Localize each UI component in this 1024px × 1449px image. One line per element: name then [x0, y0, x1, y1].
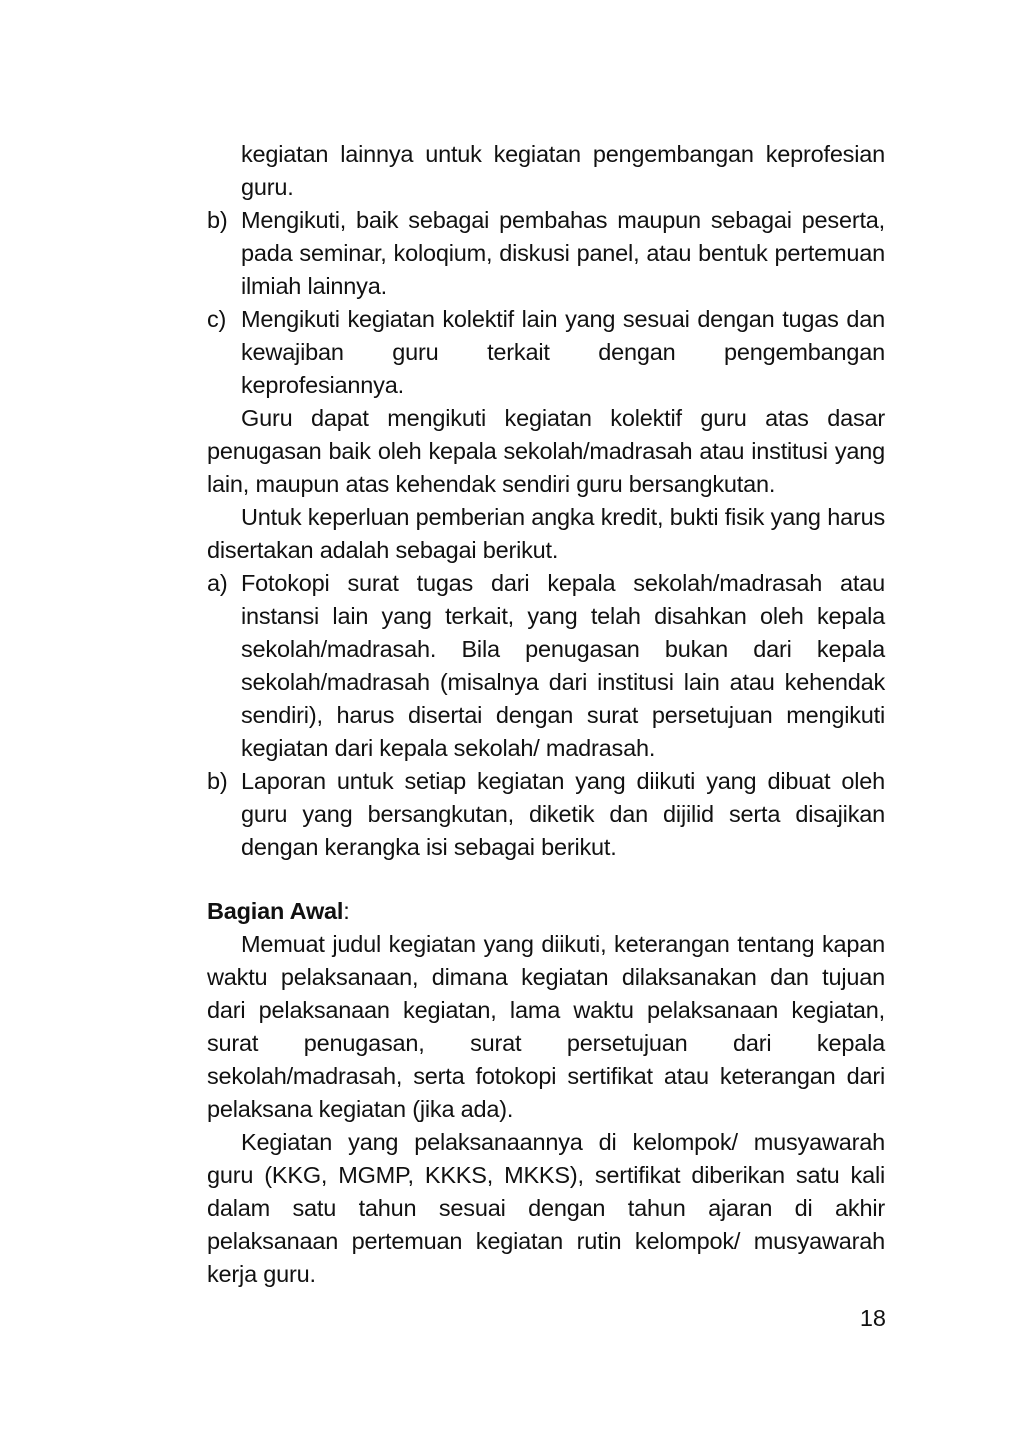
list-item-text: Mengikuti kegiatan kolektif lain yang sesuai dengan tugas dan kewajiban guru terkait dengan pengembangan keprofesiannya. — [241, 306, 885, 398]
list-item-b-laporan — [207, 765, 885, 864]
paragraph-guru: Guru dapat mengikuti kegiatan kolektif guru atas dasar penugasan baik oleh kepala sekolah/madrasah atau institusi yang lain, maupun atas kehendak sendiri guru bersangkutan. — [207, 405, 885, 497]
list-item-text: Laporan untuk setiap kegiatan yang diikuti yang dibuat oleh guru yang bersangkutan, diketik dan dijilid serta disajikan dengan kerangka isi sebagai berikut. — [241, 768, 885, 860]
section-heading — [207, 895, 885, 928]
paragraph-untuk: Untuk keperluan pemberian angka kredit, bukti fisik yang harus disertakan adalah sebagai berikut. — [207, 504, 885, 563]
list-marker: b) — [207, 207, 228, 233]
list-item-a-fotokopi — [207, 567, 885, 765]
continuation-text: kegiatan lainnya untuk kegiatan pengembangan keprofesian guru. — [241, 141, 885, 200]
page-body — [207, 138, 885, 1291]
list-item-b-seminar — [207, 204, 885, 303]
list-item-text: Mengikuti, baik sebagai pembahas maupun sebagai peserta, pada seminar, koloqium, diskusi panel, atau bentuk pertemuan ilmiah lainnya. — [241, 207, 885, 299]
list-item-text: Fotokopi surat tugas dari kepala sekolah/madrasah atau instansi lain yang terkait, yang telah disahkan oleh kepala sekolah/madrasah. Bila penugasan bukan dari kepala sekolah/madrasah (misalnya dari institusi lain atau kehendak sendiri), harus disertai dengan surat persetujuan mengikuti kegiatan dari kepala sekolah/ madrasah. — [241, 570, 885, 761]
page-number: 18 — [859, 1305, 886, 1331]
section-heading-text: Bagian Awal — [207, 898, 344, 924]
paragraph-kegiatan: Kegiatan yang pelaksanaannya di kelompok/ musyawarah guru (KKG, MGMP, KKKS, MKKS), sertifikat diberikan satu kali dalam satu tahun sesuai dengan tahun ajaran di akhir pelaksanaan pertemuan kegiatan rutin kelompok/ musyawarah kerja guru. — [207, 1129, 885, 1287]
list-item-c-kolektif — [207, 303, 885, 402]
list-marker: a) — [207, 570, 228, 596]
list-marker: b) — [207, 768, 228, 794]
list-marker: c) — [207, 306, 227, 332]
section-heading-colon: : — [343, 898, 350, 924]
paragraph-memuat: Memuat judul kegiatan yang diikuti, keterangan tentang kapan waktu pelaksanaan, dimana kegiatan dilaksanakan dan tujuan dari pelaksanaan kegiatan, lama waktu pelaksanaan kegiatan, surat penugasan, surat persetujuan dari kepala sekolah/madrasah, serta fotokopi sertifikat atau keterangan dari pelaksana kegiatan (jika ada). — [207, 931, 885, 1122]
